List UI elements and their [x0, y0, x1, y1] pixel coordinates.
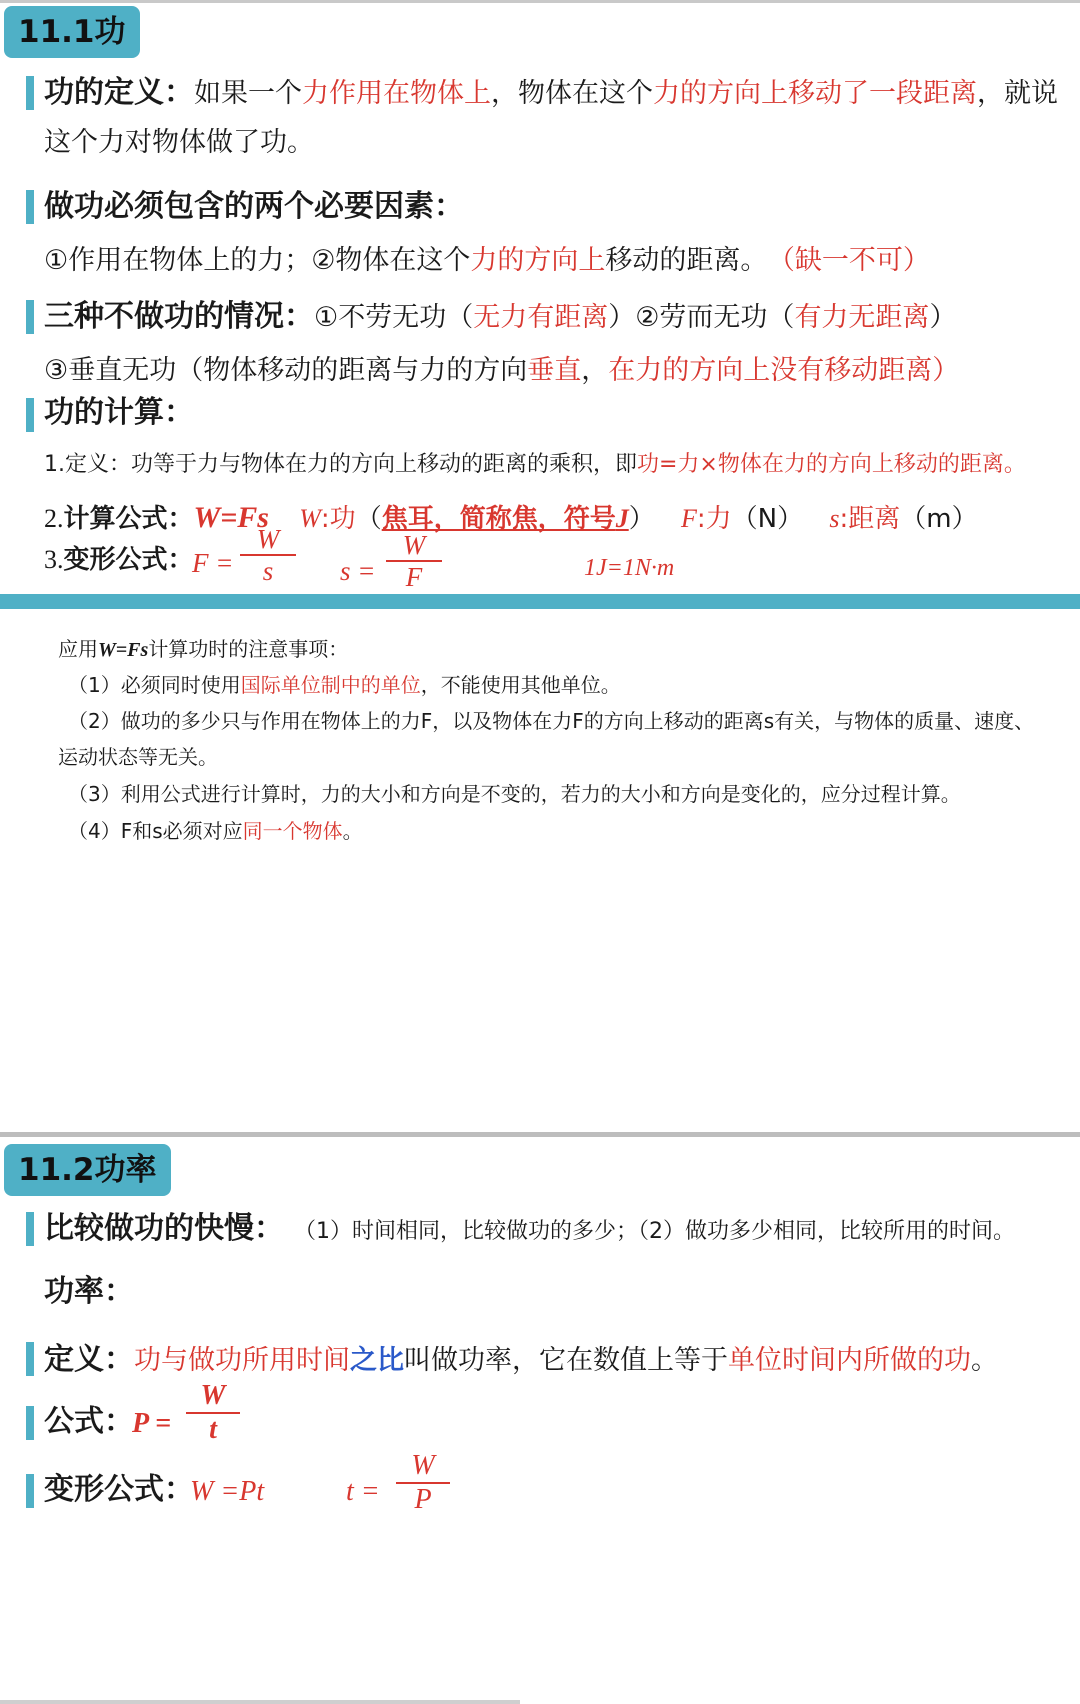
power-formula-heading: 公式：	[44, 1404, 134, 1439]
power-variant-heading: 变形公式：	[44, 1472, 194, 1507]
heading-bar	[26, 1474, 34, 1508]
text: （	[355, 504, 382, 534]
bottom-divider	[0, 1700, 520, 1704]
highlight: 力的方向上	[470, 245, 606, 276]
note-1	[68, 670, 621, 700]
highlight: 有力无距离	[794, 302, 930, 333]
text: 移动的距离。	[605, 245, 768, 276]
text: 如果一个	[194, 78, 302, 109]
notes-title	[58, 634, 348, 665]
formula-label: 变形公式：	[63, 545, 194, 575]
text: 叫做功率，它在数值上等于	[404, 1345, 728, 1376]
unit-symbol: J	[615, 504, 629, 533]
number: 3.	[44, 545, 64, 574]
highlight: 单位时间内所做的功	[728, 1345, 971, 1376]
text: 。	[971, 1345, 998, 1376]
section-band	[0, 594, 1080, 609]
power-formula-fraction	[186, 1380, 240, 1446]
heading-bar	[26, 190, 34, 224]
text: ）②劳而无功（	[608, 302, 795, 333]
heading-bar	[26, 1406, 34, 1440]
highlight-blue: 之比	[350, 1345, 404, 1376]
text: （N）	[731, 504, 804, 534]
factors-text	[44, 240, 930, 282]
text: :力	[696, 504, 732, 534]
heading-bar	[26, 300, 34, 334]
highlight: 力作用在物体上	[302, 78, 491, 109]
denominator: F	[405, 562, 423, 592]
text: :功	[320, 504, 356, 534]
watermark	[451, 815, 629, 949]
formula: W=Fs	[98, 639, 149, 661]
text: ③垂直无功（物体移动的距离与力的方向	[44, 355, 528, 386]
work-definition-line2: 这个力对物体做了功。	[44, 127, 314, 158]
t-formula-lhs: t =	[346, 1476, 380, 1507]
text: （1）时间相同，比较做功的多少；（2）做功多少相同，比较所用的时间。	[294, 1219, 1015, 1244]
symbol: F	[681, 504, 697, 533]
definition-heading: 定义：	[44, 1342, 134, 1377]
work-definition-heading: 功的定义：	[44, 75, 194, 110]
denominator: P	[414, 1484, 432, 1515]
text: :距离	[839, 504, 901, 534]
f-formula-lhs: F =	[192, 548, 234, 578]
section-title-power: 11.2功率	[4, 1144, 171, 1196]
note-4	[68, 816, 363, 846]
unit-equation: 1J=1N·m	[584, 555, 675, 581]
text: ，就说	[977, 78, 1058, 109]
highlight: 国际单位制中的单位	[240, 673, 421, 697]
symbol: s	[829, 504, 840, 533]
numerator: W	[256, 524, 280, 554]
text: ）	[628, 504, 655, 534]
text: ①作用在物体上的力；②物体在这个	[44, 245, 471, 276]
numerator: W	[200, 1380, 226, 1411]
text: （4）F和s必须对应	[68, 819, 243, 843]
formula-label: 计算公式：	[63, 504, 194, 534]
text: 1.定义：功等于力与物体在力的方向上移动的距离的乘积，即	[44, 452, 637, 477]
text: ①不劳无功（	[314, 302, 474, 333]
numerator: W	[402, 530, 426, 560]
f-formula-fraction	[240, 524, 296, 586]
text: （m）	[900, 504, 978, 534]
heading-bar	[26, 1342, 34, 1376]
text: 。	[342, 819, 363, 843]
power-definition	[44, 1338, 998, 1383]
section-divider	[0, 1132, 1080, 1137]
power-formula-lhs: P =	[132, 1408, 172, 1439]
power-heading: 功率：	[44, 1274, 134, 1309]
text: ）	[929, 302, 957, 333]
highlight: 在力的方向上没有移动距离）	[608, 355, 960, 386]
text: 计算功时的注意事项：	[148, 637, 349, 661]
unit-name: 焦耳，简称焦，符号	[381, 504, 616, 534]
note-3: （3）利用公式进行计算时，力的大小和方向是不变的，若力的大小和方向是变化的，应分过程计算。	[68, 782, 961, 806]
compare-line	[44, 1207, 1015, 1254]
highlight: 功与做功所用时间	[134, 1345, 350, 1376]
highlight: （缺一不可）	[781, 245, 930, 276]
s-formula-lhs: s =	[340, 556, 376, 586]
text: ，	[581, 355, 609, 386]
note-2-line2: 运动状态等无关。	[58, 745, 218, 769]
no-work-line2	[44, 350, 959, 392]
w-equals-pt: W =Pt	[190, 1476, 265, 1507]
denominator: s	[262, 556, 274, 586]
highlight: 垂直	[527, 355, 582, 386]
work-definition-line1	[44, 72, 1058, 115]
text: ，物体在这个	[491, 78, 653, 109]
t-formula-fraction	[396, 1450, 450, 1516]
text: 应用	[58, 637, 98, 661]
factors-heading: 做功必须包含的两个必要因素：	[44, 189, 464, 224]
symbol: W	[299, 504, 321, 533]
text: ，不能使用其他单位。	[420, 673, 621, 697]
top-divider	[0, 0, 1080, 3]
calc-formula-line	[44, 498, 978, 539]
denominator: t	[209, 1414, 217, 1445]
highlight: 力的方向上移动了一段距离	[653, 78, 977, 109]
highlight: 功=力×物体在力的方向上移动的距离。	[637, 452, 1026, 477]
section-title-work: 11.1功	[4, 6, 140, 58]
heading-bar	[26, 1212, 34, 1246]
calc-definition	[44, 448, 1026, 482]
compare-heading: 比较做功的快慢：	[44, 1211, 284, 1246]
highlight: 同一个物体	[242, 819, 343, 843]
text: （1）必须同时使用	[68, 673, 241, 697]
no-work-line1	[44, 296, 956, 339]
highlight: 无力有距离	[473, 302, 609, 333]
variant-label	[44, 540, 194, 580]
number: 2.	[44, 504, 64, 533]
calc-heading: 功的计算：	[44, 395, 194, 430]
s-formula-fraction	[386, 530, 442, 592]
note-2-line1: （2）做功的多少只与作用在物体上的力F，以及物体在力F的方向上移动的距离s有关，与物体的质量、速度、	[68, 709, 1035, 733]
no-work-heading: 三种不做功的情况：	[44, 299, 314, 334]
heading-bar	[26, 398, 34, 432]
numerator: W	[411, 1450, 435, 1481]
work-formula: W=Fs	[193, 501, 269, 534]
heading-bar	[26, 76, 34, 110]
